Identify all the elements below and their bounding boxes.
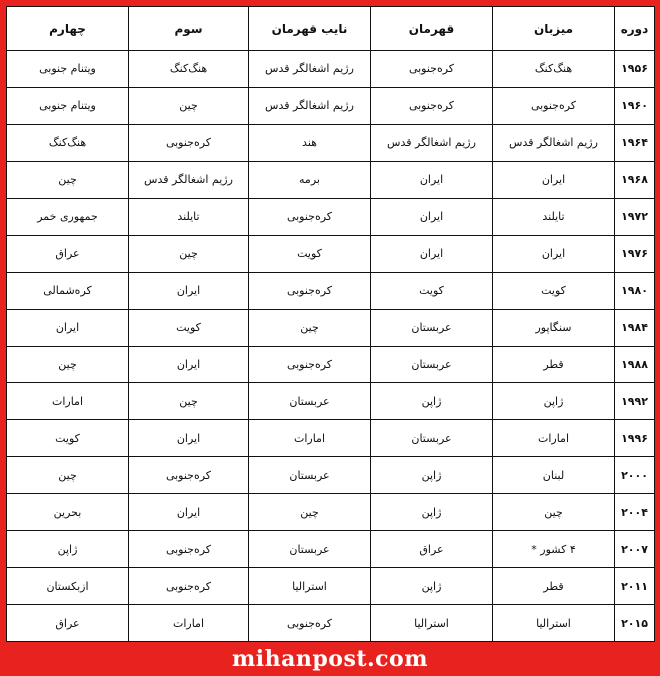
- header-period: دوره: [615, 7, 655, 51]
- table-row: [7, 420, 655, 457]
- cell-champion: رژیم اشغالگر قدس: [371, 124, 493, 161]
- cell-host: چین: [493, 494, 615, 531]
- cell-host: ۴ کشور *: [493, 531, 615, 568]
- cell-period: ۱۹۹۶: [615, 420, 655, 457]
- cell-third: چین: [129, 235, 249, 272]
- cell-third: کره‌جنوبی: [129, 457, 249, 494]
- cell-third: ایران: [129, 346, 249, 383]
- table-row: [7, 235, 655, 272]
- cell-host: قطر: [493, 568, 615, 605]
- cell-champion: استرالیا: [371, 605, 493, 642]
- cell-period: ۱۹۸۸: [615, 346, 655, 383]
- cell-champion: ژاپن: [371, 568, 493, 605]
- cell-third: کره‌جنوبی: [129, 568, 249, 605]
- cell-host: رژیم اشغالگر قدس: [493, 124, 615, 161]
- header-runner-up: نایب قهرمان: [249, 7, 371, 51]
- cell-third: کویت: [129, 309, 249, 346]
- table-row: [7, 87, 655, 124]
- table-row: [7, 494, 655, 531]
- cell-period: ۲۰۱۱: [615, 568, 655, 605]
- header-champion: قهرمان: [371, 7, 493, 51]
- cell-runner-up: چین: [249, 494, 371, 531]
- cell-host: قطر: [493, 346, 615, 383]
- cell-host: ایران: [493, 235, 615, 272]
- cell-runner-up: رژیم اشغالگر قدس: [249, 87, 371, 124]
- cell-host: کویت: [493, 272, 615, 309]
- cell-champion: عراق: [371, 531, 493, 568]
- cell-third: کره‌جنوبی: [129, 124, 249, 161]
- cell-third: رژیم اشغالگر قدس: [129, 161, 249, 198]
- cell-champion: ژاپن: [371, 457, 493, 494]
- cell-champion: کویت: [371, 272, 493, 309]
- cell-third: ایران: [129, 494, 249, 531]
- cell-champion: ایران: [371, 235, 493, 272]
- cell-period: ۱۹۵۶: [615, 51, 655, 88]
- cell-champion: ایران: [371, 198, 493, 235]
- cell-fourth: عراق: [7, 605, 129, 642]
- cell-champion: کره‌جنوبی: [371, 51, 493, 88]
- cell-period: ۱۹۶۴: [615, 124, 655, 161]
- header-row: [7, 7, 655, 51]
- cell-champion: کره‌جنوبی: [371, 87, 493, 124]
- cell-period: ۱۹۶۰: [615, 87, 655, 124]
- cell-host: تایلند: [493, 198, 615, 235]
- cell-period: ۲۰۰۷: [615, 531, 655, 568]
- cell-period: ۲۰۰۰: [615, 457, 655, 494]
- cell-host: امارات: [493, 420, 615, 457]
- cell-runner-up: برمه: [249, 161, 371, 198]
- cell-champion: عربستان: [371, 309, 493, 346]
- cell-fourth: جمهوری خمر: [7, 198, 129, 235]
- cell-runner-up: استرالیا: [249, 568, 371, 605]
- cell-period: ۱۹۸۴: [615, 309, 655, 346]
- cell-fourth: چین: [7, 457, 129, 494]
- table-row: [7, 272, 655, 309]
- results-table-frame: [6, 6, 654, 642]
- cell-host: استرالیا: [493, 605, 615, 642]
- cell-champion: ژاپن: [371, 494, 493, 531]
- cell-fourth: کره‌شمالی: [7, 272, 129, 309]
- cell-fourth: ایران: [7, 309, 129, 346]
- cell-period: ۱۹۹۲: [615, 383, 655, 420]
- cell-champion: عربستان: [371, 420, 493, 457]
- cell-runner-up: کره‌جنوبی: [249, 605, 371, 642]
- table-row: [7, 309, 655, 346]
- cell-champion: عربستان: [371, 346, 493, 383]
- cell-fourth: چین: [7, 346, 129, 383]
- cell-host: لبنان: [493, 457, 615, 494]
- cell-fourth: عراق: [7, 235, 129, 272]
- cell-third: ایران: [129, 272, 249, 309]
- cell-fourth: هنگ‌کنگ: [7, 124, 129, 161]
- cell-runner-up: عربستان: [249, 457, 371, 494]
- table-row: [7, 383, 655, 420]
- cell-third: چین: [129, 87, 249, 124]
- cell-fourth: کویت: [7, 420, 129, 457]
- asian-cup-results-table: [6, 6, 655, 642]
- cell-runner-up: کره‌جنوبی: [249, 346, 371, 383]
- cell-period: ۱۹۸۰: [615, 272, 655, 309]
- cell-third: کره‌جنوبی: [129, 531, 249, 568]
- cell-fourth: ویتنام جنوبی: [7, 51, 129, 88]
- cell-runner-up: امارات: [249, 420, 371, 457]
- cell-runner-up: چین: [249, 309, 371, 346]
- cell-runner-up: کره‌جنوبی: [249, 272, 371, 309]
- cell-fourth: ژاپن: [7, 531, 129, 568]
- cell-runner-up: رژیم اشغالگر قدس: [249, 51, 371, 88]
- cell-period: ۲۰۰۴: [615, 494, 655, 531]
- header-host: میزبان: [493, 7, 615, 51]
- cell-period: ۱۹۷۲: [615, 198, 655, 235]
- cell-runner-up: کره‌جنوبی: [249, 198, 371, 235]
- cell-third: چین: [129, 383, 249, 420]
- cell-fourth: چین: [7, 161, 129, 198]
- site-watermark: mihanpost.com: [232, 646, 428, 672]
- cell-third: هنگ‌کنگ: [129, 51, 249, 88]
- table-row: [7, 531, 655, 568]
- header-third: سوم: [129, 7, 249, 51]
- cell-third: ایران: [129, 420, 249, 457]
- cell-host: کره‌جنوبی: [493, 87, 615, 124]
- cell-third: امارات: [129, 605, 249, 642]
- cell-runner-up: عربستان: [249, 531, 371, 568]
- table-row: [7, 124, 655, 161]
- cell-period: ۲۰۱۵: [615, 605, 655, 642]
- cell-champion: ژاپن: [371, 383, 493, 420]
- table-row: [7, 457, 655, 494]
- cell-host: هنگ‌کنگ: [493, 51, 615, 88]
- table-row: [7, 161, 655, 198]
- cell-fourth: ازبکستان: [7, 568, 129, 605]
- table-row: [7, 346, 655, 383]
- cell-champion: ایران: [371, 161, 493, 198]
- cell-fourth: بحرین: [7, 494, 129, 531]
- cell-fourth: امارات: [7, 383, 129, 420]
- cell-runner-up: کویت: [249, 235, 371, 272]
- table-row: [7, 51, 655, 88]
- cell-host: ژاپن: [493, 383, 615, 420]
- table-body: [7, 51, 655, 642]
- header-fourth: چهارم: [7, 7, 129, 51]
- cell-third: تایلند: [129, 198, 249, 235]
- cell-period: ۱۹۶۸: [615, 161, 655, 198]
- cell-runner-up: هند: [249, 124, 371, 161]
- table-row: [7, 198, 655, 235]
- cell-host: سنگاپور: [493, 309, 615, 346]
- table-row: [7, 568, 655, 605]
- cell-fourth: ویتنام جنوبی: [7, 87, 129, 124]
- table-row: [7, 605, 655, 642]
- cell-period: ۱۹۷۶: [615, 235, 655, 272]
- cell-runner-up: عربستان: [249, 383, 371, 420]
- cell-host: ایران: [493, 161, 615, 198]
